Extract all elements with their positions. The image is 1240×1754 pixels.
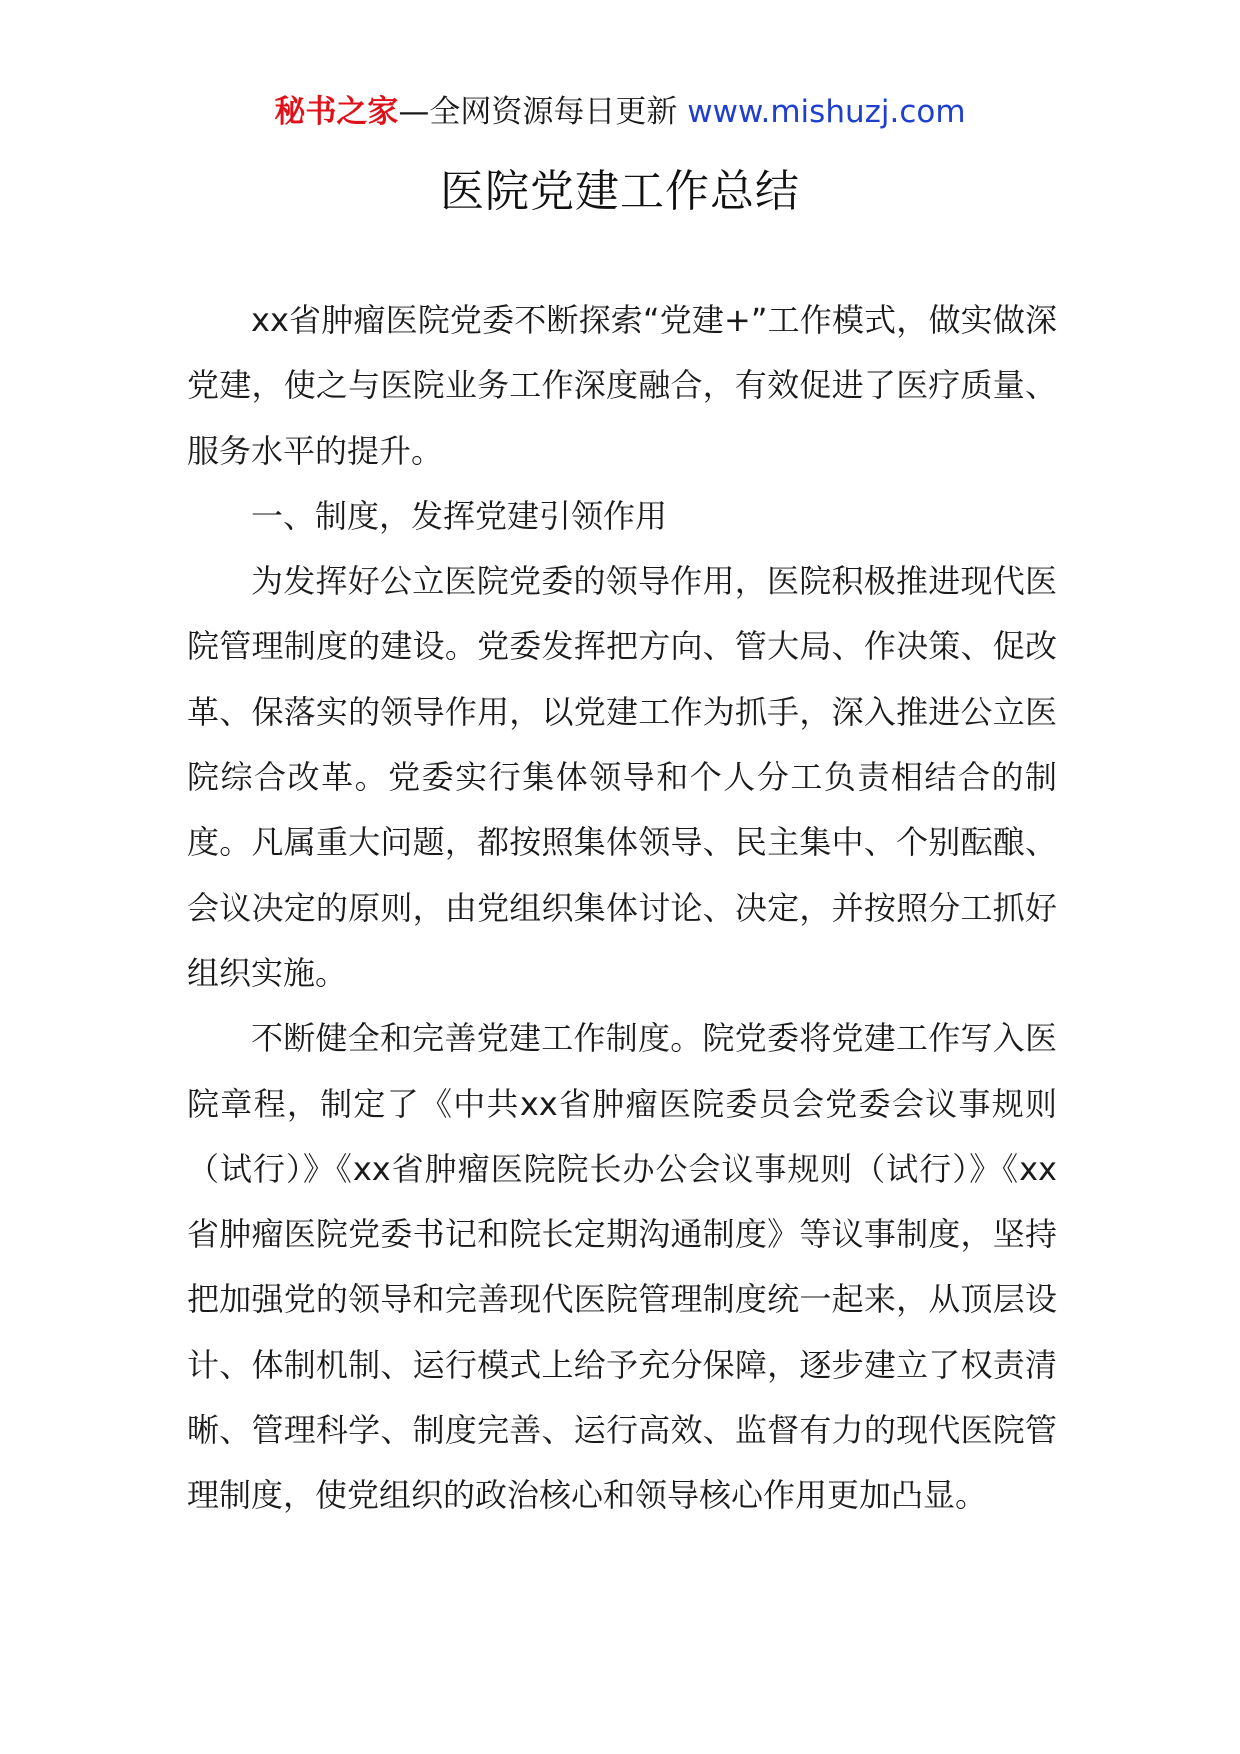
intro-paragraph: xx省肿瘤医院党委不断探索“党建+”工作模式，做实做深党建，使之与医院业务工作深度融合，有效促进了医疗质量、服务水平的提升。 (187, 301, 1057, 470)
body-paragraph: 为发挥好公立医院党委的领导作用，医院积极推进现代医院管理制度的建设。党委发挥把方向、管大局、作决策、促改革、保落实的领导作用，以党建工作为抓手，深入推进公立医院综合改革。党委实行集体领导和个人分工负责相结合的制度。凡属重大问题，都按照集体领导、民主集中、个别酝酿、会议决定的原则，由党组织集体讨论、决定，并按照分工抓好组织实施。 (187, 562, 1057, 992)
site-url-link[interactable]: www.mishuzj.com (687, 94, 966, 130)
header-tagline: —全网资源每日更新 (398, 94, 688, 130)
site-header (0, 92, 1240, 132)
document-title: 医院党建工作总结 (440, 166, 800, 217)
body-paragraph: 不断健全和完善党建工作制度。院党委将党建工作写入医院章程，制定了《中共xx省肿瘤医院委员会党委会议事规则（试行）》《xx省肿瘤医院院长办公会议事规则（试行）》《xx省肿瘤医院党委书记和院长定期沟通制度》等议事制度，坚持把加强党的领导和完善现代医院管理制度统一起来，从顶层设计、体制机制、运行模式上给予充分保障，逐步建立了权责清晰、管理科学、制度完善、运行高效、监督有力的现代医院管理制度，使党组织的政治核心和领导核心作用更加凸显。 (187, 1019, 1057, 1515)
section-heading: 一、制度，发挥党建引领作用 (251, 496, 668, 535)
document-body (187, 288, 1057, 1529)
brand-name: 秘书之家 (274, 94, 399, 130)
